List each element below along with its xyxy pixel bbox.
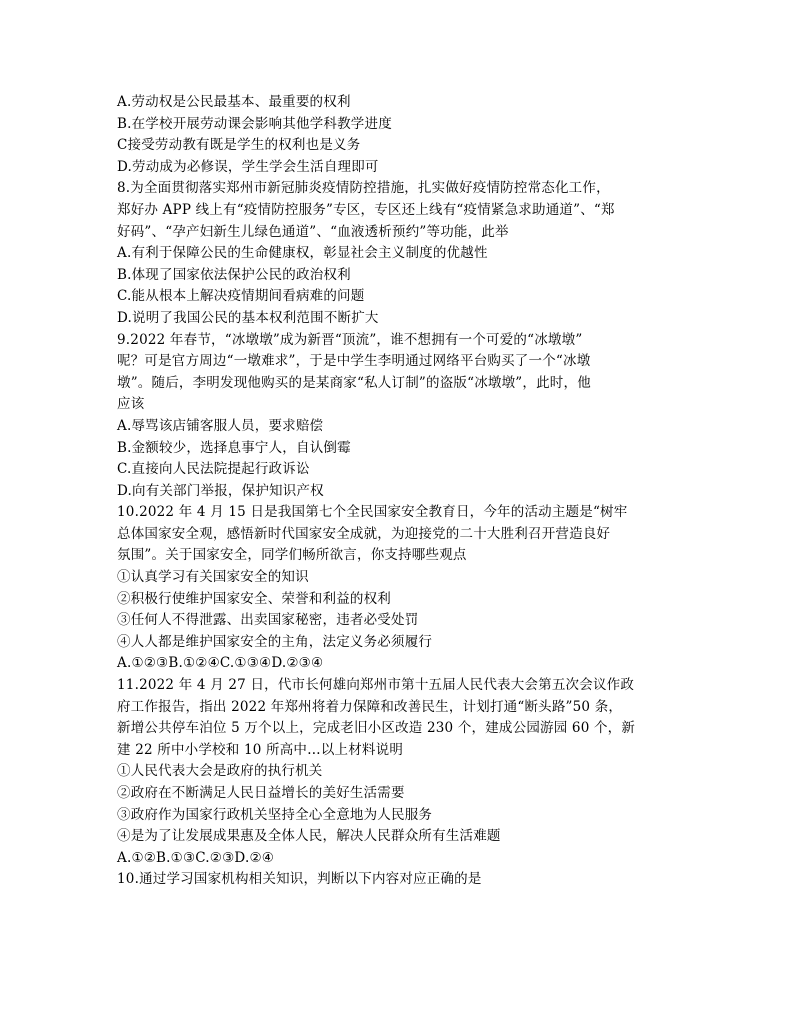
text-line: ①人民代表大会是政府的执行机关 [117, 763, 323, 780]
text-line: A.劳动权是公民最基本、最重要的权利 [117, 94, 351, 110]
text-line: 好码”、“孕产妇新生儿绿色通道”、“血液透析预约”等功能，此举 [117, 223, 509, 240]
text-line: ④是为了让发展成果惠及全体人民，解决人民群众所有生活难题 [117, 828, 501, 845]
text-line: 总体国家安全观，感悟新时代国家安全成就，为迎接党的二十大胜利召开营造良好 [117, 525, 611, 542]
text-line: 建 22 所中小学校和 10 所高中…以上材料说明 [117, 741, 404, 758]
text-line: A.①②B.①③C.②③D.②④ [117, 849, 275, 866]
text-line: 郑好办 APP 线上有“疫情防控服务”专区，专区还上线有“疫情紧急求助通道”、“郑 [117, 201, 615, 218]
text-line: B.体现了国家依法保护公民的政治权利 [117, 266, 351, 283]
exam-page [117, 92, 677, 891]
text-line: ②政府在不断满足人民日益增长的美好生活需要 [117, 785, 405, 801]
question-10-stem: 10.2022 年 4 月 15 日是我国第七个全民国家安全教育日，今年的活动主题是“树牢 [117, 504, 628, 521]
text-line: B.在学校开展劳动课会影响其他学科教学进度 [117, 115, 392, 132]
text-line: ①认真学习有关国家安全的知识 [117, 569, 309, 586]
text-line: D.说明了我国公民的基本权利范围不断扩大 [117, 309, 379, 326]
text-line: A.辱骂该店铺客服人员，要求赔偿 [117, 417, 324, 434]
text-line: D.向有关部门举报，保护知识产权 [117, 482, 324, 499]
question-10-second-stem: 10.通过学习国家机构相关知识，判断以下内容对应正确的是 [117, 871, 482, 888]
text-line: 墩”。随后，李明发现他购买的是某商家“私人订制”的盗版“冰墩墩”，此时，他 [117, 374, 591, 391]
text-line: C.能从根本上解决疫情期间看病难的问题 [117, 288, 365, 305]
text-line: ②积极行使维护国家安全、荣誉和利益的权利 [117, 590, 391, 607]
text-line: ④人人都是维护国家安全的主角，法定义务必须履行 [117, 633, 433, 650]
text-line: ③任何人不得泄露、出卖国家秘密，违者必受处罚 [117, 612, 419, 629]
text-line: 应该 [117, 396, 145, 413]
text-line: D.劳动成为必修误，学生学会生活自理即可 [117, 158, 379, 175]
text-line: 新增公共停车泊位 5 万个以上，完成老旧小区改造 230 个，建成公园游园 60 个，新 [117, 720, 636, 737]
text-line: ③政府作为国家行政机关坚持全心全意地为人民服务 [117, 806, 433, 823]
text-line: 呢？可是官方周边“一墩难求”，于是中学生李明通过网络平台购买了一个“冰墩 [117, 353, 591, 370]
question-9-stem: 9.2022 年春节，“冰墩墩”成为新晋“顶流”，谁不想拥有一个可爱的“冰墩墩” [117, 331, 583, 348]
text-line: 氛围”。关于国家安全，同学们畅所欲言，你支持哪些观点 [117, 547, 467, 564]
text-line: 府工作报告，指出 2022 年郑州将着力保障和改善民生，计划打通“断头路”50 条， [117, 698, 623, 715]
text-line: B.金额较少，选择息事宁人，自认倒霉 [117, 439, 351, 456]
text-line: A.①②③B.①②④C.①③④D.②③④ [117, 655, 324, 672]
question-11-stem: 11.2022 年 4 月 27 日，代市长何雄向郑州市第十五届人民代表大会第五次会议作政 [117, 677, 635, 694]
text-line: C接受劳动教有既是学生的权利也是义务 [117, 137, 361, 154]
text-line: A.有利于保障公民的生命健康权，彰显社会主义制度的优越性 [117, 245, 488, 262]
text-line: C.直接向人民法院提起行政诉讼 [117, 461, 310, 478]
question-8-stem: 8.为全面贯彻落实郑州市新冠肺炎疫情防控措施，扎实做好疫情防控常态化工作， [117, 180, 610, 197]
